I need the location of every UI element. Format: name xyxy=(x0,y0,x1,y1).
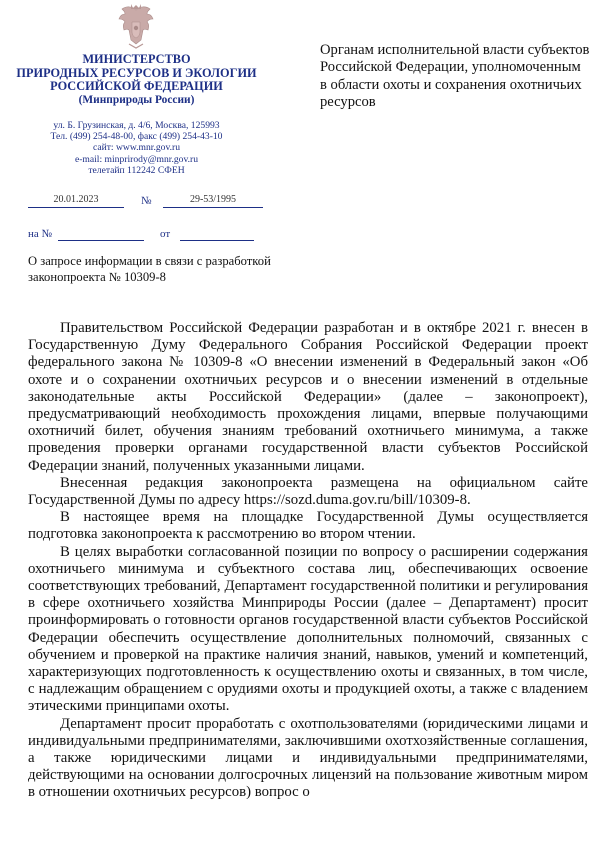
contact-block xyxy=(14,120,259,176)
subject: О запросе информации в связи с разработкой законопроекта № 10309-8 xyxy=(28,254,271,284)
reply-number-blank xyxy=(58,239,144,241)
reply-date-blank xyxy=(180,239,254,241)
registration-number-label: № xyxy=(141,195,152,207)
letter-body xyxy=(28,320,588,802)
paragraph: Внесенная редакция законопроекта размещена на официальном сайте Государственной Думы по адресу https://sozd.duma.gov.ru/bill/10309-8. xyxy=(28,474,588,509)
paragraph: В настоящее время на площадке Государственной Думы осуществляется подготовка законопроекта к рассмотрению во втором чтении. xyxy=(28,509,588,543)
coat-of-arms-icon xyxy=(117,2,155,50)
ministry-line: МИНИСТЕРСТВО xyxy=(82,52,191,66)
registration-number: 29-53/1995 xyxy=(163,193,263,208)
phone: Тел. (499) 254-48-00, факс (499) 254-43-10 xyxy=(50,131,223,143)
reply-number-label: на № xyxy=(28,228,53,240)
registration-date: 20.01.2023 xyxy=(28,193,124,208)
addressee: Органам исполнительной власти субъектов Российской Федерации, уполномоченным в области охоты и сохранения охотничьих ресурсов xyxy=(320,42,590,110)
ministry-line: РОССИЙСКОЙ ФЕДЕРАЦИИ xyxy=(50,79,223,94)
reply-date-label: от xyxy=(160,228,171,240)
paragraph: Департамент просит проработать с охотпользователями (юридическими лицами и индивидуальными предпринимателями, заключившими охотхозяйственные соглашения, а также юридическими лицами и индивидуальными предпринимателями, действующими на основании долгосрочных лицензий на пользование животным миром в отношении охотничьих ресурсов) вопрос о xyxy=(28,715,588,801)
website: сайт: www.mnr.gov.ru xyxy=(92,142,181,154)
ministry-line: ПРИРОДНЫХ РЕСУРСОВ И ЭКОЛОГИИ xyxy=(16,65,257,80)
ministry-short-name: (Минприроды России) xyxy=(78,93,195,106)
email: e-mail: minprirody@mnr.gov.ru xyxy=(74,153,199,165)
ministry-name xyxy=(14,53,259,107)
paragraph: В целях выработки согласованной позиции по вопросу о расширении содержания охотничьего минимума и субъектного состава лиц, обеспечивающих освоение соответствующих требований, Департамент государственной политики и регулирования в сфере охотничьего хозяйства Минприроды России (далее – Департамент) просит проинформировать о готовности органов государственной власти субъектов Российской Федерации обеспечить осуществление дополнительных полномочий, связанных с обучением и проверкой на практике наличия знаний, навыков, умений и компетенций, характеризующих подготовленность к осуществлению охоты и связанных, в том числе, с надлежащим обращением с орудиями охоты и продукцией охоты, а также с владением этическими принципами охоты. xyxy=(28,543,588,715)
address: ул. Б. Грузинская, д. 4/6, Москва, 125993 xyxy=(53,120,220,131)
teletype: телетайп 112242 СФЕН xyxy=(88,164,185,176)
paragraph: Правительством Российской Федерации разработан и в октябре 2021 г. внесен в Государственную Думу Федерального Собрания Российской Федерации проект федерального закона № 10309-8 «О внесении изменений в Федеральный закон «Об охоте и о сохранении охотничьих ресурсов и о внесении изменений в отдельные законодательные акты Российской Федерации» (далее – законопроект), предусматривающий необходимость прохождения лицами, впервые получающими охотничий билет, обучения знаниям требований охотничьего минимума, а также проведения проверки органами государственной власти субъектов Российской Федерации знаний, полученных указанными лицами. xyxy=(28,320,588,474)
